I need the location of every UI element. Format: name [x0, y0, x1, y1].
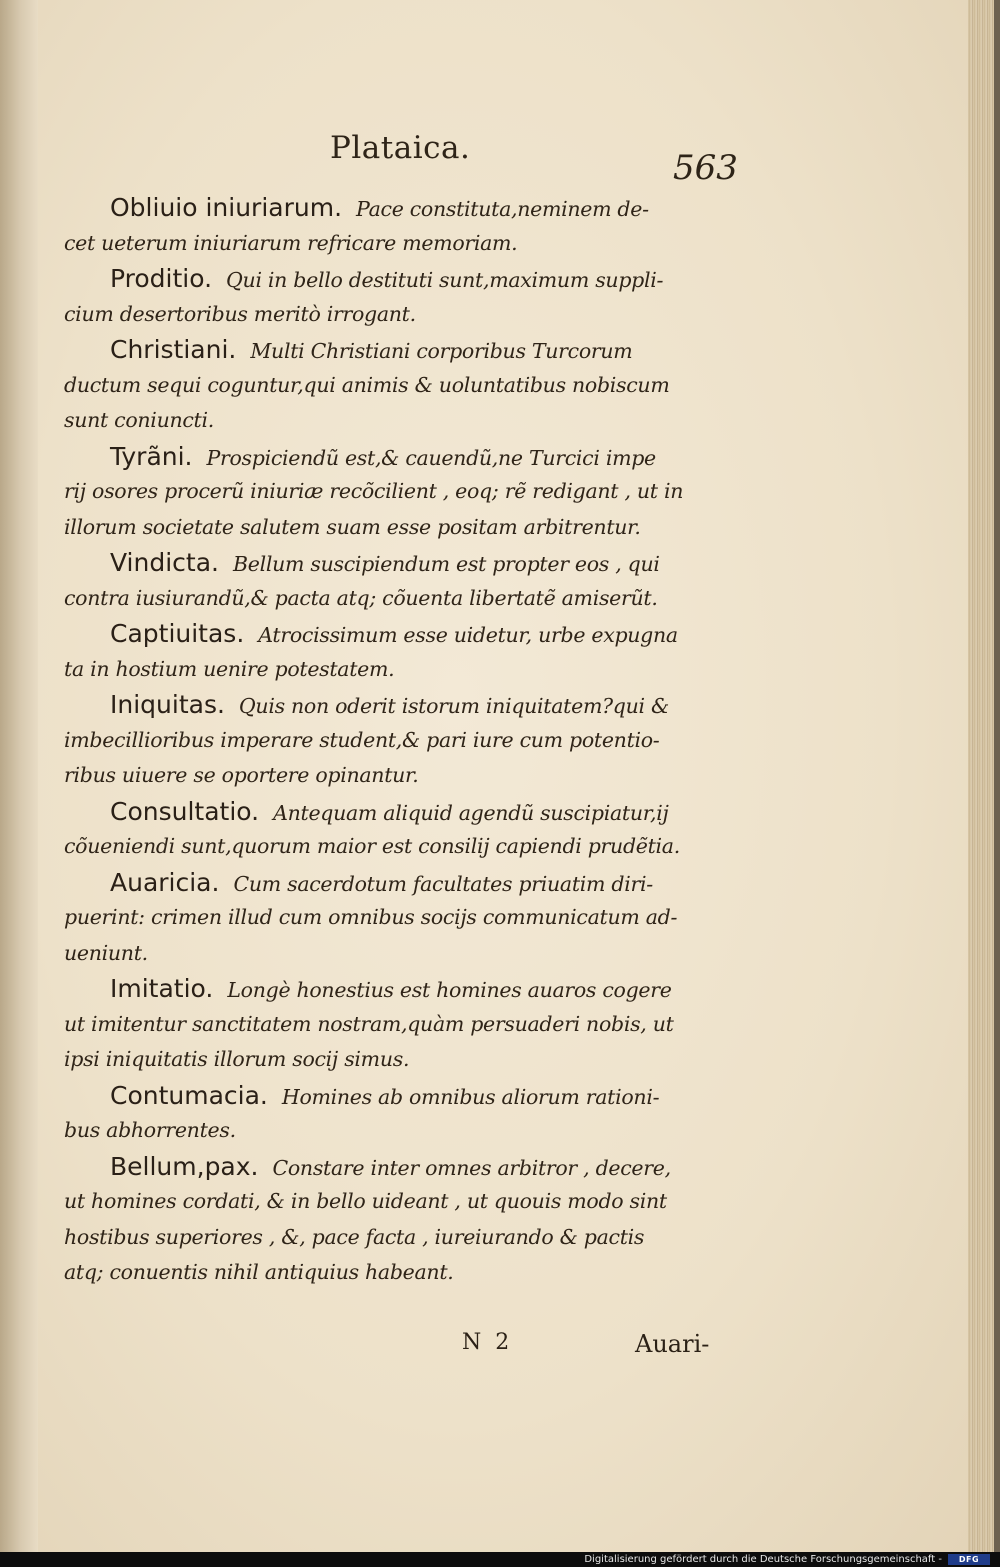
- entry-keyword: Obliuio iniuriarum.: [110, 193, 343, 222]
- entry-keyword: Tyrãni.: [110, 441, 193, 471]
- entry-keyword: Vindicta.: [110, 548, 219, 577]
- text-body: [64, 190, 744, 1291]
- entry-text: bus abhorrentes.: [64, 1118, 236, 1142]
- entry-keyword: Contumacia.: [110, 1080, 268, 1110]
- text-line: [64, 865, 744, 901]
- entry-keyword: Auaricia.: [110, 867, 220, 897]
- text-line: [64, 474, 744, 510]
- entry-text: cium desertoribus meritò irrogant.: [64, 301, 416, 326]
- text-line: [64, 439, 744, 475]
- entry-text: Antequam aliquid agendũ suscipiatur,ij: [273, 800, 669, 825]
- catchword: Auari-: [635, 1330, 710, 1358]
- text-line: [64, 1113, 744, 1149]
- text-line: [64, 1184, 744, 1220]
- text-line: [64, 652, 744, 688]
- entry-text: Quis non oderit istorum iniquitatem?qui &: [238, 694, 669, 718]
- text-line: [64, 1078, 744, 1114]
- entry-keyword: Proditio.: [110, 264, 213, 293]
- text-line: [64, 758, 744, 794]
- entry-keyword: Imitatio.: [110, 974, 214, 1003]
- entry-text: ueniunt.: [64, 940, 148, 965]
- text-line: [64, 794, 744, 830]
- signature-mark: N 2: [462, 1330, 510, 1355]
- text-line: [64, 1255, 744, 1291]
- text-line: [64, 1149, 744, 1185]
- text-line: [64, 900, 744, 936]
- left-gutter: [0, 0, 38, 1552]
- running-head: Plataica.: [330, 130, 471, 166]
- text-line: [64, 226, 744, 262]
- text-line: [64, 581, 744, 617]
- entry-text: Prospiciendũ est,& cauendũ,ne Turcici impe: [206, 445, 656, 470]
- entry-text: imbecillioribus imperare student,& pari iure cum potentio-: [64, 727, 660, 752]
- entry-text: ta in hostium uenire potestatem.: [64, 656, 395, 681]
- text-line: [64, 936, 744, 972]
- entry-text: sunt coniuncti.: [64, 408, 214, 432]
- entry-text: ut homines cordati, & in bello uideant , ut quouis modo sint: [64, 1189, 667, 1213]
- digitization-credit: Digitalisierung gefördert durch die Deutsche Forschungsgemeinschaft -: [584, 1554, 942, 1565]
- entry-text: atq; conuentis nihil antiquius habeant.: [64, 1260, 454, 1284]
- text-line: [64, 297, 744, 333]
- text-line: [64, 723, 744, 759]
- entry-keyword: Iniquitas.: [110, 690, 225, 719]
- entry-text: Homines ab omnibus aliorum rationi-: [281, 1084, 660, 1109]
- entry-keyword: Bellum,pax.: [110, 1151, 259, 1181]
- text-line: [64, 687, 744, 723]
- entry-text: ductum sequi coguntur,qui animis & uoluntatibus nobiscum: [64, 372, 670, 397]
- entry-text: ut imitentur sanctitatem nostram,quàm persuaderi nobis, ut: [64, 1011, 674, 1036]
- entry-text: rij osores procerũ iniuriæ recõcilient , eoq; rẽ redigant , ut in: [64, 479, 684, 503]
- entry-text: Multi Christiani corporibus Turcorum: [250, 339, 633, 363]
- entry-text: cõueniendi sunt,quorum maior est consilij capiendi prudẽtia.: [64, 834, 680, 858]
- text-line: [64, 368, 744, 404]
- entry-text: puerint: crimen illud cum omnibus socijs communicatum ad-: [64, 905, 678, 929]
- text-line: [64, 1220, 744, 1256]
- entry-keyword: Consultatio.: [110, 796, 260, 826]
- entry-text: Atrocissimum esse uidetur, urbe expugna: [258, 623, 678, 647]
- text-line: [64, 545, 744, 581]
- text-line: [64, 616, 744, 652]
- entry-text: Qui in bello destituti sunt,maximum suppli-: [226, 268, 664, 292]
- entry-text: ribus uiuere se oportere opinantur.: [64, 763, 419, 787]
- entry-text: Pace constituta,neminem de-: [356, 197, 649, 221]
- page-number: 563: [673, 148, 738, 188]
- entry-keyword: Captiuitas.: [110, 619, 245, 648]
- entry-text: hostibus superiores , &, pace facta , iureiurando & pactis: [64, 1224, 645, 1249]
- text-line: [64, 971, 744, 1007]
- text-line: [64, 829, 744, 865]
- dfg-logo: DFG: [948, 1554, 990, 1565]
- entry-keyword: Christiani.: [110, 335, 237, 364]
- entry-text: Cum sacerdotum facultates priuatim diri-: [233, 871, 653, 896]
- text-line: [64, 1042, 744, 1078]
- entry-text: Constare inter omnes arbitror , decere,: [272, 1155, 671, 1180]
- entry-text: cet ueterum iniuriarum refricare memoriam.: [64, 230, 518, 255]
- entry-text: Longè honestius est homines auaros cogere: [227, 978, 672, 1002]
- entry-text: illorum societate salutem suam esse positam arbitrentur.: [64, 514, 641, 539]
- text-line: [64, 261, 744, 297]
- page-edges: [968, 0, 1000, 1552]
- entry-text: ipsi iniquitatis illorum socij simus.: [64, 1047, 410, 1071]
- text-line: [64, 190, 744, 226]
- text-line: [64, 332, 744, 368]
- text-line: [64, 1007, 744, 1043]
- text-line: [64, 403, 744, 439]
- entry-text: Bellum suscipiendum est propter eos , qui: [232, 552, 660, 576]
- text-line: [64, 510, 744, 546]
- entry-text: contra iusiurandũ,& pacta atq; cõuenta libertatẽ amiserũt.: [64, 585, 658, 610]
